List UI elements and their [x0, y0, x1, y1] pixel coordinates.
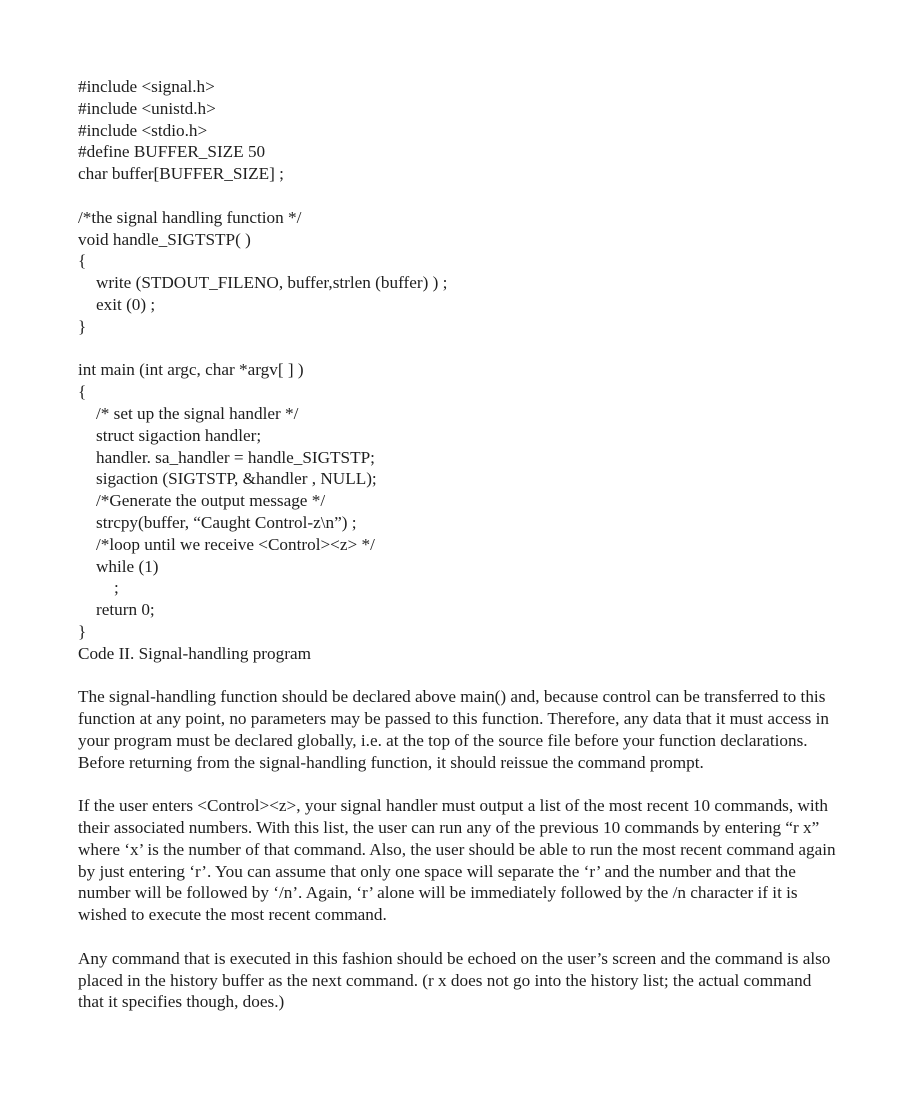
code-line-output-comment: /*Generate the output message */ — [96, 491, 326, 511]
code-line-open-brace: { — [78, 382, 87, 402]
paragraph-history-list: If the user enters <Control><z>, your signal handler must output a list of the most recent 10 commands, with their associated numbers. With this list, the user can run any of the previous 10 commands by entering “r x” where ‘x’ is the number of that command. Also, the user should be able to run the most recent command again by just entering ‘r’. You can assume that only one space will separate the ‘r’ and the number and that the number will be followed by ‘/n’. Again, ‘r’ alone will be immediately followed by the /n character if it is wished to execute the most recent command. — [78, 796, 836, 925]
code-line-open-brace: { — [78, 251, 87, 271]
code-listing — [78, 76, 838, 643]
code-blank-line — [78, 185, 838, 207]
code-line-sa-handler-assign: handler. sa_handler = handle_SIGTSTP; — [96, 447, 375, 467]
code-line-handler-comment: /*the signal handling function */ — [78, 207, 302, 227]
code-line-buffer-declaration: char buffer[BUFFER_SIZE] ; — [78, 164, 284, 184]
code-line-handler-signature: void handle_SIGTSTP( ) — [78, 229, 251, 249]
code-caption: Code II. Signal-handling program — [78, 643, 311, 663]
code-line-setup-comment: /* set up the signal handler */ — [96, 403, 299, 423]
code-line-include-unistd: #include <unistd.h> — [78, 98, 216, 118]
code-line-loop-comment: /*loop until we receive <Control><z> */ — [96, 534, 375, 554]
code-line-return: return 0; — [96, 600, 155, 620]
code-line-close-brace: } — [78, 316, 87, 336]
code-line-exit-call: exit (0) ; — [96, 294, 156, 314]
paragraph-signal-handler-declaration: The signal-handling function should be declared above main() and, because control can be transferred to this function at any point, no parameters may be passed to this function. Therefore, any data that it must access in your program must be declared globally, i.e. at the top of the source file before your function declarations. Before returning from the signal-handling function, it should reissue the command prompt. — [78, 687, 829, 772]
code-line-strcpy-call: strcpy(buffer, “Caught Control-z\n”) ; — [96, 512, 357, 532]
code-line-include-signal: #include <signal.h> — [78, 77, 215, 96]
code-line-while-loop: while (1) — [96, 556, 159, 576]
code-line-main-signature: int main (int argc, char *argv[ ] ) — [78, 360, 304, 380]
code-line-empty-statement: ; — [114, 578, 119, 598]
code-line-close-brace: } — [78, 621, 87, 641]
paragraph-command-echo: Any command that is executed in this fashion should be echoed on the user’s screen and the command is also placed in the history buffer as the next command. (r x does not go into the history list; the actual command that it specifies though, does.) — [78, 948, 831, 1012]
code-blank-line — [78, 338, 838, 360]
code-line-define-buffer-size: #define BUFFER_SIZE 50 — [78, 142, 266, 162]
document-page — [78, 76, 838, 1013]
code-line-sigaction-call: sigaction (SIGTSTP, &handler , NULL); — [96, 469, 377, 489]
code-line-include-stdio: #include <stdio.h> — [78, 120, 208, 140]
code-line-struct-sigaction: struct sigaction handler; — [96, 425, 262, 445]
code-line-write-call: write (STDOUT_FILENO, buffer,strlen (buffer) ) ; — [96, 273, 448, 293]
